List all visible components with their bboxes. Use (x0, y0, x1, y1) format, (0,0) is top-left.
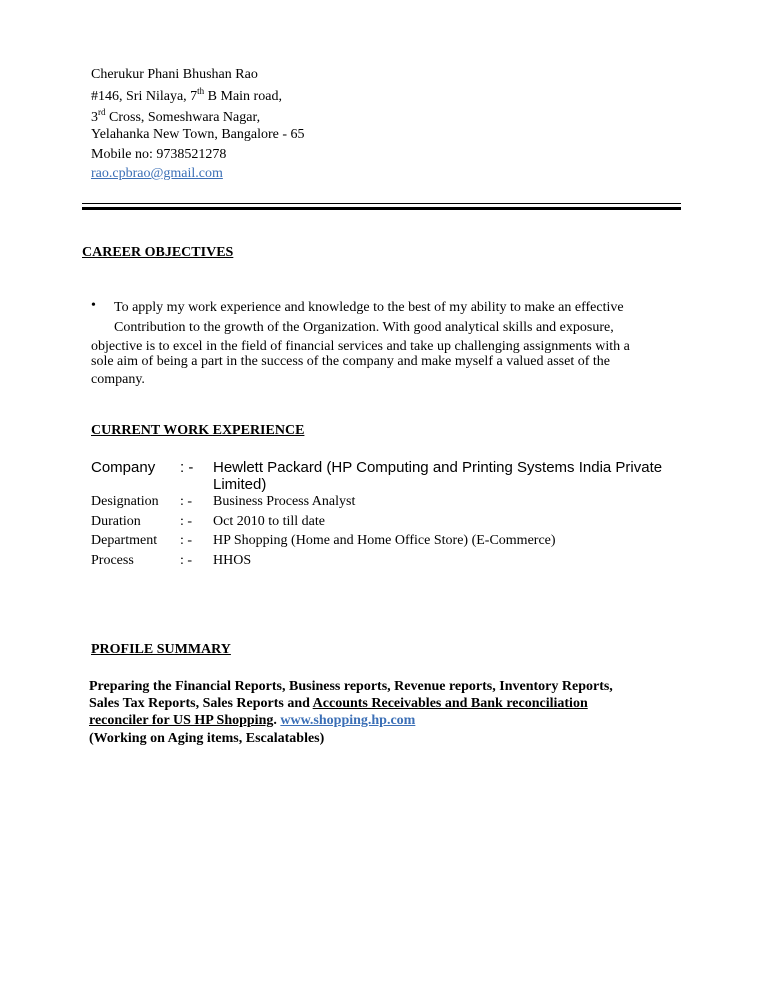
work-experience-heading: CURRENT WORK EXPERIENCE (91, 423, 305, 438)
process-colon: : - (180, 553, 193, 568)
objective-line-2: Contribution to the growth of the Organization. With good analytical skills and exposure, (114, 320, 614, 335)
header-divider-thin (82, 203, 681, 204)
mobile-number: Mobile no: 9738521278 (91, 147, 227, 162)
career-objectives-heading: CAREER OBJECTIVES (82, 245, 234, 260)
duration-colon: : - (180, 514, 193, 529)
address-line-1-post: B Main road, (204, 89, 282, 104)
bullet-icon: • (91, 298, 96, 313)
email-link[interactable]: rao.cpbrao@gmail.com (91, 166, 223, 181)
address-line-1 (91, 88, 282, 106)
process-label: Process (91, 553, 134, 568)
designation-label: Designation (91, 494, 159, 509)
department-row (91, 533, 691, 551)
process-row (91, 553, 691, 571)
profile-line-2 (89, 695, 588, 713)
address-line-1-pre: #146, Sri Nilaya, 7 (91, 89, 198, 104)
duration-row (91, 514, 691, 532)
objective-line-5: company. (91, 372, 145, 387)
profile-line-3-underlined: reconciler for US HP Shopping (89, 713, 274, 728)
contact-name: Cherukur Phani Bhushan Rao (91, 67, 258, 82)
objective-line-4: sole aim of being a part in the success of the company and make myself a valued asset of the (91, 354, 610, 369)
hp-shopping-link[interactable]: www.shopping.hp.com (280, 713, 416, 728)
profile-line-1: Preparing the Financial Reports, Business reports, Revenue reports, Inventory Reports, (89, 679, 613, 694)
objective-line-3: objective is to excel in the field of financial services and take up challenging assignments with a (91, 339, 630, 354)
department-value: HP Shopping (Home and Home Office Store) (E-Commerce) (213, 533, 556, 548)
address-line-2 (91, 109, 260, 127)
designation-row (91, 494, 691, 512)
address-line-2-post: Cross, Someshwara Nagar, (105, 110, 261, 125)
profile-line-2-plain: Sales Tax Reports, Sales Reports and (89, 696, 313, 711)
department-colon: : - (180, 533, 193, 548)
objective-line-1: To apply my work experience and knowledge to the best of my ability to make an effective (114, 300, 624, 315)
department-label: Department (91, 533, 158, 548)
designation-colon: : - (180, 494, 193, 509)
process-value: HHOS (213, 553, 252, 568)
duration-value: Oct 2010 to till date (213, 514, 325, 529)
address-line-3: Yelahanka New Town, Bangalore - 65 (91, 127, 305, 142)
company-value-line-2: Limited) (213, 476, 267, 493)
company-value-line-1: Hewlett Packard (HP Computing and Printing Systems India Private (213, 459, 663, 476)
company-colon: : - (180, 459, 194, 476)
company-row (91, 459, 691, 495)
duration-label: Duration (91, 514, 141, 529)
company-label: Company (91, 459, 156, 476)
profile-line-2-underlined: Accounts Receivables and Bank reconciliation (312, 696, 588, 711)
address-line-2-pre: 3 (91, 110, 98, 125)
address-line-2-sup: rd (98, 107, 106, 117)
profile-summary-heading: PROFILE SUMMARY (91, 642, 231, 657)
designation-value: Business Process Analyst (213, 494, 356, 509)
address-line-1-sup: th (197, 86, 205, 96)
profile-line-3-after: . (273, 713, 281, 728)
profile-line-3 (89, 712, 415, 730)
header-divider-thick (82, 207, 681, 210)
profile-line-4: (Working on Aging items, Escalatables) (89, 731, 325, 746)
